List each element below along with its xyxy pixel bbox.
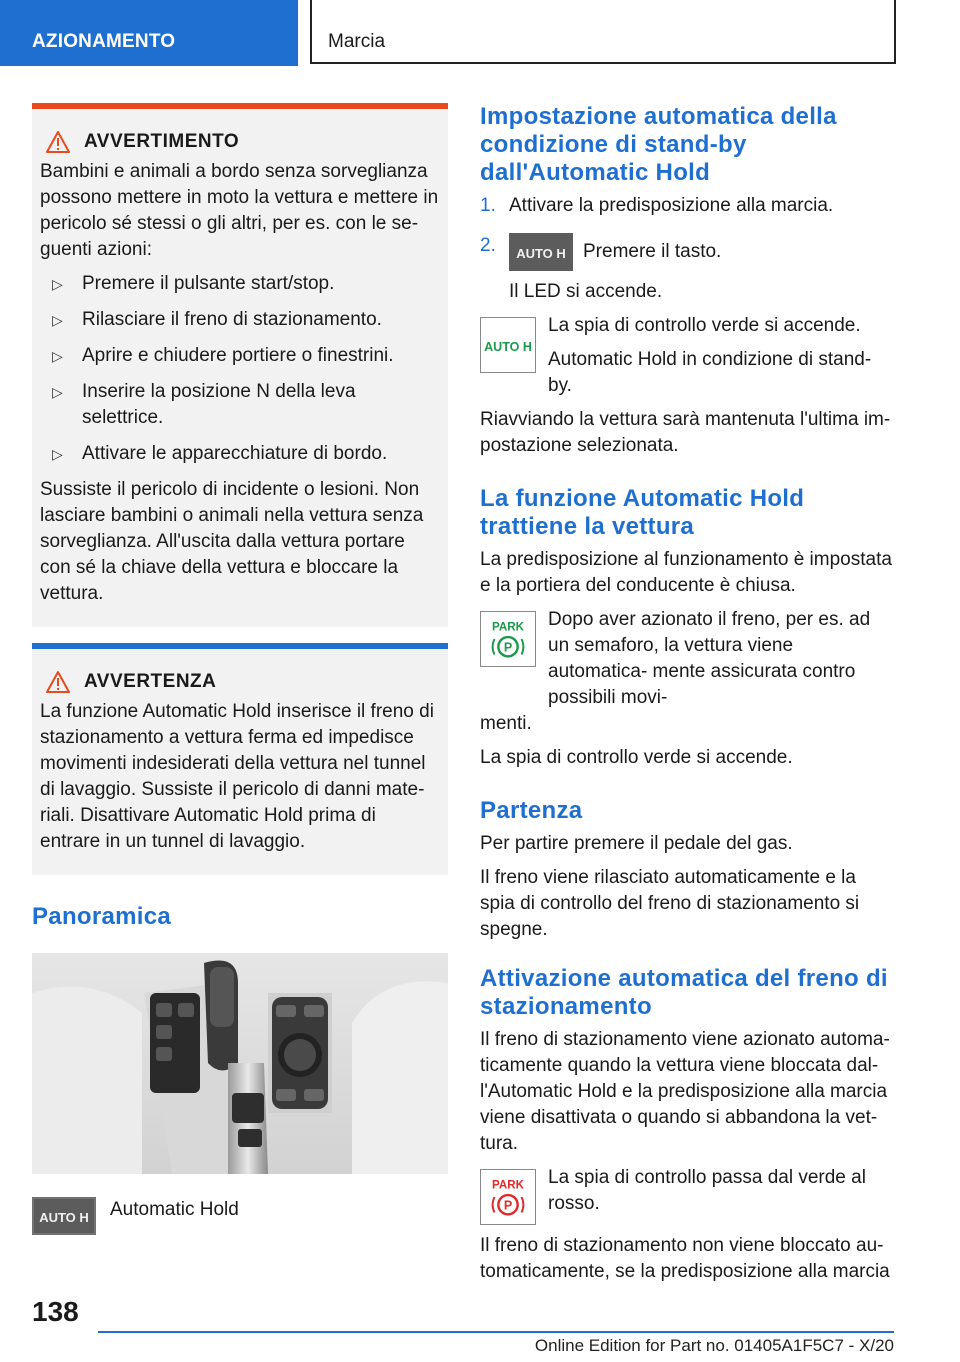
list-item: ▷ Attivare le apparecchiature di bordo. bbox=[40, 441, 440, 467]
triangle-bullet-icon: ▷ bbox=[52, 276, 63, 292]
triangle-bullet-icon: ▷ bbox=[52, 312, 63, 328]
auto-brake-heading: Attivazione automatica del freno di stazionamento bbox=[480, 965, 888, 1020]
standby-text: Riavviando la vettura sarà mantenuta l'ultima im- postazione selezionata. bbox=[480, 409, 891, 456]
warning-triangle-icon bbox=[46, 671, 70, 693]
red-park-lamp-row: PARK P La spia di controllo passa dal verde al rosso. bbox=[480, 1165, 894, 1225]
hold-heading: La funzione Automatic Hold trattiene la vettura bbox=[480, 485, 805, 540]
chapter-tab: Marcia bbox=[310, 0, 896, 64]
warning-bullet-list bbox=[40, 271, 440, 467]
svg-text:AUTO H: AUTO H bbox=[516, 246, 566, 261]
list-item: ▷ Rilasciare il freno di stazionamento. bbox=[40, 307, 440, 333]
page-number: 138 bbox=[32, 1296, 79, 1327]
center-console-photo bbox=[32, 953, 448, 1174]
footer-divider bbox=[98, 1331, 894, 1333]
svg-text:PARK: PARK bbox=[492, 621, 524, 634]
list-item: 2. AUTO H Premere il tasto. Il LED si accende. bbox=[480, 235, 722, 302]
section-tab: AZIONAMENTO bbox=[0, 0, 298, 66]
list-item: ▷ Premere il pulsante start/stop. bbox=[40, 271, 440, 297]
legend-label: Automatic Hold bbox=[110, 1199, 239, 1220]
list-item: 1. Attivare la predisposizione alla marcia. bbox=[480, 195, 834, 216]
notice-box bbox=[32, 643, 448, 875]
red-park-lamp-icon bbox=[480, 1169, 536, 1225]
svg-text:P: P bbox=[503, 1198, 513, 1213]
notice-title: AVVERTENZA bbox=[46, 671, 440, 693]
notice-text: La funzione Automatic Hold inserisce il freno di stazionamento a vettura ferma ed impedisce movimenti indesiderati della vettura nel tunnel di lavaggio. Sussiste il pericolo di danni mate- riali. Disattivare Automatic Hold prima di entrare in un tunnel di lavaggio. bbox=[40, 701, 434, 852]
page-header bbox=[0, 0, 960, 66]
auto-h-legend bbox=[32, 1197, 448, 1235]
start-heading: Partenza bbox=[480, 797, 583, 824]
svg-text:AUTO H: AUTO H bbox=[39, 1210, 89, 1225]
green-auto-h-lamp-row: AUTO H La spia di controllo verde si accende. Automatic Hold in condizione di stand- by. bbox=[480, 313, 894, 399]
list-item: ▷ Inserire la posizione N della leva selettrice. bbox=[52, 381, 356, 428]
auto-h-button-icon bbox=[509, 233, 573, 271]
green-park-lamp-icon bbox=[480, 611, 536, 667]
warning-triangle-icon bbox=[46, 131, 70, 153]
edition-note: Online Edition for Part no. 01405A1F5C7 - X/20 bbox=[534, 1336, 894, 1355]
panorama-heading: Panoramica bbox=[32, 903, 172, 930]
svg-text:P: P bbox=[503, 640, 513, 655]
warning-title: AVVERTIMENTO bbox=[46, 131, 440, 153]
warning-outro: Sussiste il pericolo di incidente o lesioni. Non lasciare bambini o animali nella vettura senza sorveglianza. All'uscita dalla vettura portare con sé la chiave della vettura e bloccare la vettura. bbox=[40, 479, 424, 604]
warning-intro: Bambini e animali a bordo senza sorveglianza possono mettere in moto la vettura e mettere in pericolo sé stessi o gli altri, per es. con le se- guenti azioni: bbox=[40, 161, 439, 260]
triangle-bullet-icon: ▷ bbox=[52, 348, 63, 364]
auto-h-button-icon bbox=[32, 1197, 96, 1235]
triangle-bullet-icon: ▷ bbox=[52, 446, 63, 462]
warning-box bbox=[32, 103, 448, 627]
list-item: ▷ Aprire e chiudere portiere o finestrini. bbox=[40, 343, 440, 369]
standby-heading: Impostazione automatica della condizione di stand-by dall'Automatic Hold bbox=[480, 103, 837, 186]
green-park-lamp-row: PARK P Dopo aver azionato il freno, per es. ad un semaforo, la vettura viene automatica- mente assicurata contro possibili movi- bbox=[480, 607, 894, 711]
standby-steps bbox=[480, 193, 894, 305]
right-column: Impostazione automatica della condizione di stand-by dall'Automatic Hold 1. Attivare la predisposizione alla marcia. 2. AUTO H Premere il tasto. Il LED si accende. AUTO H La spia di controllo verde si accende. Automatic Hold in condizione di stand- by. Riavviando la vettura sarà mantenuta l'ultima im- postazione selezionata. La funzione Automatic Hold trattiene la vettura La predisposizione al funzionamento è impostata e la portiera del conducente è chiusa. PARK P Dopo aver azionato il freno, per es. ad un semaforo, la vettura viene automatica- mente assicurata contro possibili movi- menti. La spia di controllo verde si accende. Partenza Per partire premere il pedale del gas. Il freno viene rilasciato automaticamente e la spia di controllo del freno di stazionamento si spegne. Attivazione automatica del freno di stazionamento Il freno di stazionamento viene azionato automa- ticamente quando la vettura viene bloccata dal- l'Automatic Hold e la predisposizione alla marcia viene disattivata o quando si abbandona la vet- tura. PARK P La spia di controllo passa dal verde al rosso. Il freno di stazionamento non viene bloccato au- tomaticamente, se la predisposizione alla marcia bbox=[480, 103, 894, 1285]
green-auto-h-lamp-icon bbox=[480, 317, 536, 373]
left-column bbox=[32, 103, 448, 1235]
svg-text:AUTO H: AUTO H bbox=[484, 339, 532, 354]
triangle-bullet-icon: ▷ bbox=[52, 384, 63, 400]
svg-text:PARK: PARK bbox=[492, 1179, 524, 1192]
